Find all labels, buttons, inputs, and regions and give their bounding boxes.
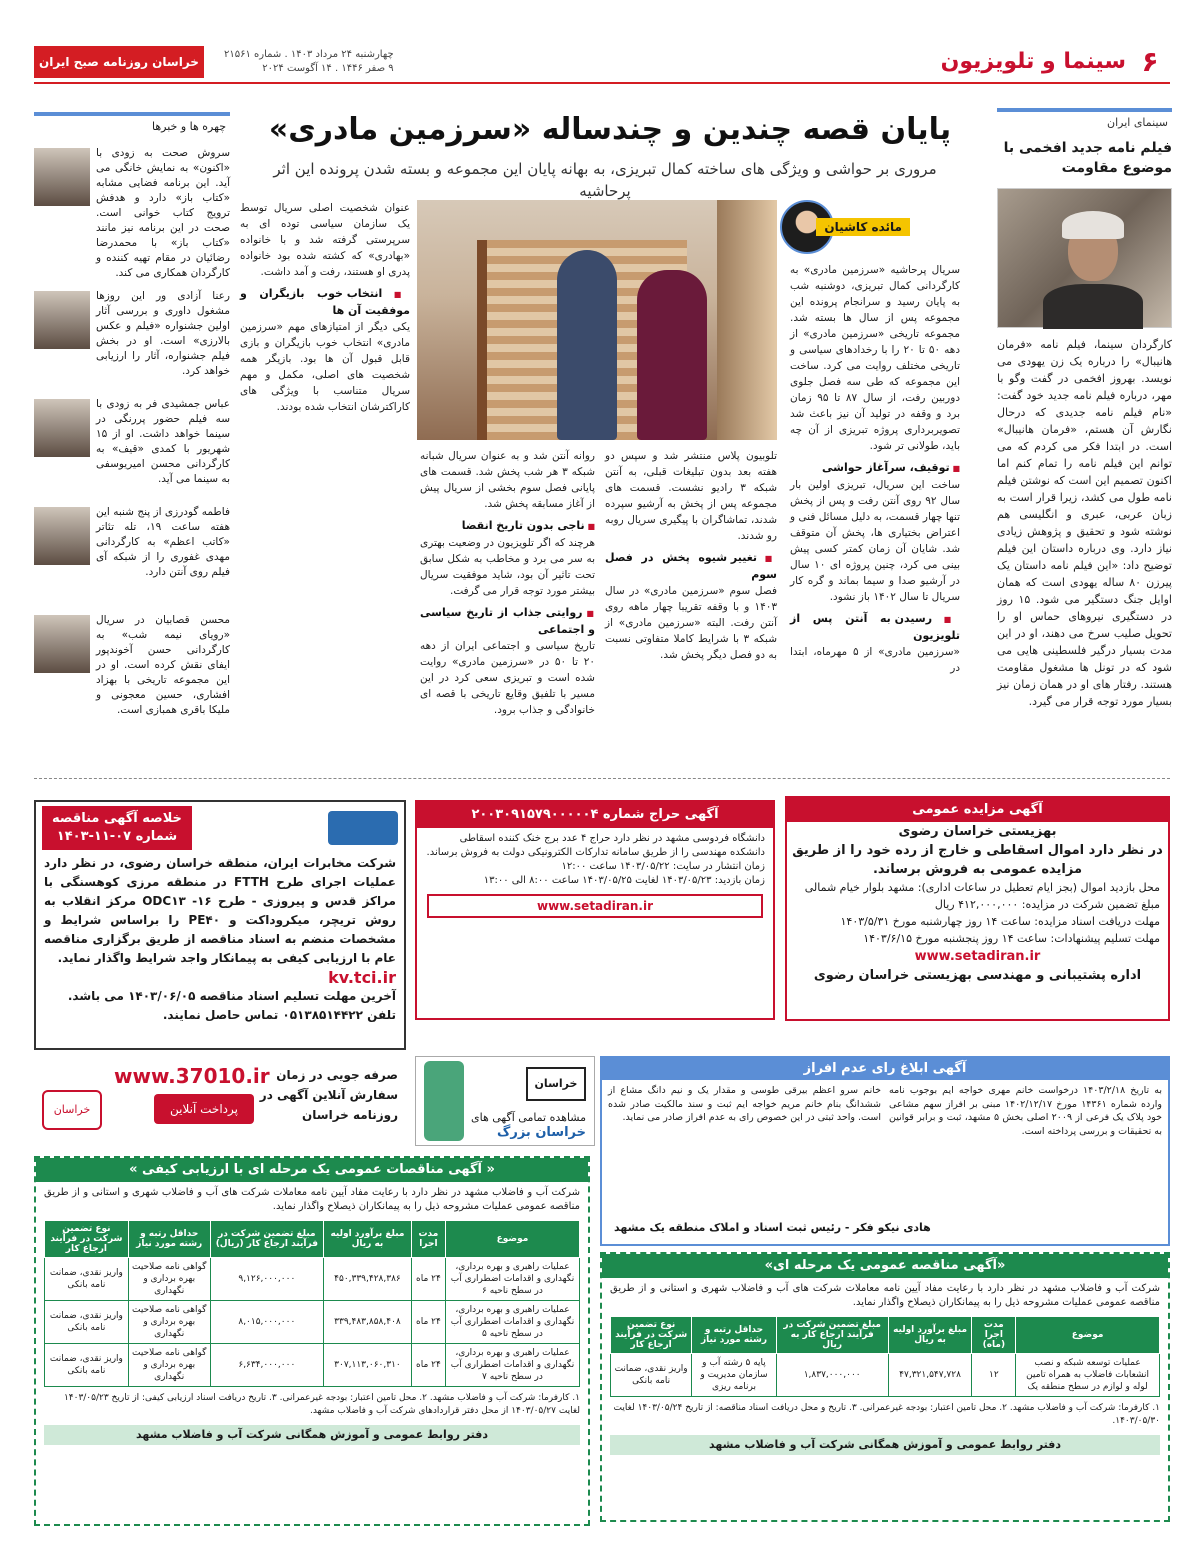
article-paragraph: تلوبیون پلاس منتشر شد و سپس دو هفته بعد بدون تبلیغات قبلی، به آنتن شبکه ۳ رادیو نشست. قسمت های مجموعه پس از پخش به آرشیو سپرده شدند، تماشاگران با پیگیری سریال روبه رو شدند. bbox=[605, 450, 778, 542]
header-divider bbox=[34, 82, 1170, 84]
ad-line: دانشگاه فردوسی مشهد در نظر دارد حراج ۴ عدد برج خنک کننده اسقاطی دانشکده مهندسی را از طریق سامانه تدارکات الکترونیکی دولت به فروش برساند. bbox=[426, 833, 765, 858]
article-subheading: ■ انتخاب خوب بازیگران و موفقیت آن ها bbox=[240, 286, 410, 319]
table-cell: عملیات توسعه شبکه و نصب انشعابات فاضلاب به همراه تامین لوله و لوازم در سطح منطقه یک bbox=[1016, 1354, 1160, 1397]
notice-text: به تاریخ ۱۴۰۳/۲/۱۸ درخواست خانم مهری خواجه ایم بوجوب نامه وارده شماره ۱۴۳۶۱ مورخ ۱۴۰۲/۱۲/۱۷ مبنی بر افراز سهم مشاعی خود پلاک یک فرعی از ۲۰۰۹ اصلی بخش ۵ مشهد، ثبت و برابر قوانین به تحقیقات و بررسی پرداخته است. bbox=[889, 1085, 1163, 1137]
table-header-row bbox=[45, 1221, 580, 1258]
water-tender-ad bbox=[34, 1156, 590, 1526]
tender-summary-box bbox=[42, 806, 192, 850]
table-header: نوع تضمین شرکت در فرآیند ارجاع کار bbox=[45, 1221, 129, 1258]
water-tender-table bbox=[44, 1220, 580, 1387]
table-cell: واریز نقدی، ضمانت نامه بانکی bbox=[45, 1301, 129, 1344]
article-paragraph: فصل سوم «سرزمین مادری» در سال ۱۴۰۳ و با وقفه تقریبا چهار ماهه روی آنتن رفت. البته «سرزمین مادری» از شبکه ۳ با شرایط کاملا متفاوتی نسبت به دو فصل دیگر پخش شد. bbox=[605, 585, 777, 661]
table-header: مبلغ تضمین شرکت در فرآیند ارجاع کار به ریال bbox=[776, 1317, 888, 1354]
water-intro: شرکت آب و فاضلاب مشهد در نظر دارد با رعایت مفاد آیین نامه معاملات شرکت های آب و فاضلاب شهری و استانی و از طریق مناقصه عمومی عملیات مشروحه ذیل را به پیمانکاران ذیصلاح واگذار نماید. bbox=[610, 1283, 1160, 1308]
news-brief-text: سروش صحت به زودی با «اکنون» به نمایش خانگی می آید. این برنامه فضایی مشابه «کتاب باز» دارد و هدفش ترویج کتاب خوانی است. صحت در این برنامه نیز مانند «کتاب باز» با محمدرضا رضائیان در مقام تهیه کننده و کارگردان همکاری می کند. bbox=[96, 147, 230, 279]
ad-title: « آگهی مناقصات عمومی یک مرحله ای با ارزیابی کیفی » bbox=[36, 1158, 588, 1182]
ads-divider bbox=[34, 778, 1170, 779]
table-header: موضوع bbox=[445, 1221, 579, 1258]
issue-date-line: چهارشنبه ۲۴ مرداد ۱۴۰۳ . شماره ۲۱۵۶۱ bbox=[224, 49, 394, 60]
table-cell: پایه ۵ رشته آب و سازمان مدیریت و برنامه ریزی bbox=[692, 1354, 776, 1397]
tender-summary-title: خلاصه آگهی مناقصه bbox=[52, 811, 182, 826]
notice-text: خانم سرو اعظم بیرقی طوسی و مقدار یک و نیم دانگ مشاع از ششدانگ بنام خانم مریم خواجه ایم ثبت و سند مالکیت صادر شده است. واحد ثبتی در این خصوص رای به عدم افراز صادر می نماید. bbox=[608, 1085, 881, 1123]
water-tender-ad bbox=[600, 1252, 1170, 1522]
article-paragraph: روانه آنتن شد و به عنوان سریال شبانه شبکه ۳ هر شب پخش شد. قسمت های پایانی فصل سوم بخشی از سریال پیش از آغاز مسابقه پخش شد. bbox=[420, 450, 596, 510]
author-badge bbox=[780, 200, 910, 260]
table-header: مدت اجرا bbox=[411, 1221, 445, 1258]
category-tag: سینمای ایران bbox=[997, 108, 1172, 134]
table-header: حداقل رتبه و رشته مورد نیاز bbox=[692, 1317, 776, 1354]
ad-title: آگهی ابلاغ رای عدم افراز bbox=[602, 1058, 1168, 1080]
article-subheading: ■ رسیدن به آنتن پس از تلویزیون bbox=[790, 611, 960, 644]
news-headline: فیلم نامه جدید افخمی با موضوع مقاومت bbox=[1003, 140, 1172, 176]
article-paragraph: تاریخ سیاسی و اجتماعی ایران از دهه ۲۰ تا ۵۰ در «سرزمین مادری» روایت شده است و تبریزی سعی کرد در این مسیر با تلفیق وقایع تاریخی با قصه ای خانوادگی و جذاب برود. bbox=[420, 640, 595, 716]
tender-phone: تلفن ۰۵۱۳۸۵۱۴۴۲۲ تماس حاصل نمایند. bbox=[162, 1008, 396, 1022]
news-brief-text: عباس جمشیدی فر به زودی با سه فیلم حضور پررنگی در سینما خواهد داشت. او از ۱۵ شهریور با کمدی «قیف» به کارگردانی محسن امیریوسفی به سینما می آید. bbox=[96, 398, 230, 485]
tender-header bbox=[36, 802, 404, 854]
table-cell: ۱,۸۳۷,۰۰۰,۰۰۰ bbox=[776, 1354, 888, 1397]
page-header bbox=[34, 44, 1170, 80]
news-brief bbox=[34, 613, 230, 718]
news-brief bbox=[34, 505, 230, 605]
tender-deadline: آخرین مهلت تسلیم اسناد مناقصه ۱۴۰۳/۰۶/۰۵ می باشد. bbox=[67, 989, 396, 1003]
table-cell: ۴۵۰,۳۳۹,۴۲۸,۳۸۶ bbox=[324, 1258, 412, 1301]
ad-lead: در نظر دارد اموال اسقاطی و خارج از رده خود را از طریق مزایده عمومی به فروش برساند. bbox=[792, 843, 1163, 877]
article-paragraph: عنوان شخصیت اصلی سریال توسط یک سازمان سیاسی توده ای به سرپرستی گرفته شد و با خانواده «بهادری» که کشته شده بود خانواده پدری او هستند، رفت و آمد داشت. bbox=[240, 202, 410, 278]
newspaper-brand: خراسان روزنامه صبح ایران bbox=[34, 46, 204, 78]
phone-icon bbox=[424, 1061, 464, 1141]
photo-actress bbox=[637, 270, 707, 440]
table-row bbox=[45, 1258, 580, 1301]
table-cell: عملیات راهبری و بهره برداری، نگهداری و اقدامات اضطراری آب در سطح ناحیه ۵ bbox=[445, 1301, 579, 1344]
table-cell: ۲۴ ماه bbox=[411, 1344, 445, 1387]
water-notes: ۱. کارفرما: شرکت آب و فاضلاب مشهد. ۲. محل تامین اعتبار: بودجه غیرعمرانی. ۳. تاریخ و محل دریافت اسناد مناقصه: از تاریخ ۱۴۰۳/۰۵/۲۴ لغایت ۱۴۰۳/۰۵/۳۰. bbox=[613, 1403, 1160, 1426]
brand-caption: مشاهده تمامی آگهی های bbox=[470, 1111, 586, 1124]
article-subtitle: مروری بر حواشی و ویژگی های ساخته کمال تبریزی، به بهانه پایان این مجموعه و بسته شدن پرونده این اثر پرحاشیه bbox=[273, 160, 937, 200]
author-name: مائده کاشیان bbox=[816, 218, 910, 236]
ad-title: آگهی حراج شماره ۲۰۰۳۰۹۱۵۷۹۰۰۰۰۰۴ bbox=[417, 802, 773, 828]
news-brief bbox=[34, 146, 230, 281]
table-cell: ۲۴ ماه bbox=[411, 1258, 445, 1301]
bid-ad bbox=[415, 800, 775, 1020]
table-cell: ۸,۰۱۵,۰۰۰,۰۰۰ bbox=[210, 1301, 323, 1344]
page-number: ۶ bbox=[1141, 45, 1159, 78]
brand-mark: خراسان bbox=[526, 1067, 586, 1101]
ad-line: زمان بازدید: ۱۴۰۳/۰۵/۲۳ لغایت ۱۴۰۳/۰۵/۲۵ ساعت ۸:۰۰ الی ۱۳:۰۰ bbox=[483, 875, 765, 886]
khorasan-logo: خراسان bbox=[42, 1090, 102, 1130]
person-photo bbox=[34, 291, 90, 349]
table-cell: واریز نقدی، ضمانت نامه بانکی bbox=[45, 1258, 129, 1301]
category-tag: چهره ها و خبرها bbox=[34, 112, 230, 138]
table-cell: ۳۳۹,۴۸۳,۸۵۸,۴۰۸ bbox=[324, 1301, 412, 1344]
table-cell: واریز نقدی، ضمانت نامه بانکی bbox=[45, 1344, 129, 1387]
news-brief bbox=[34, 289, 230, 389]
brand-ad bbox=[415, 1056, 595, 1146]
article-paragraph: هرچند که اگر تلویزیون در وضعیت بهتری به سر می برد و مخاطب به شکل سابق تحت تاثیر آن بود، شاید موفقیت سریال بیشتر مورد توجه قرار می گرفت. bbox=[420, 537, 595, 597]
article-title: پایان قصه چندین و چندساله «سرزمین مادری» bbox=[268, 112, 952, 147]
table-cell: گواهی نامه صلاحیت بهره برداری و نگهداری bbox=[128, 1344, 210, 1387]
person-photo bbox=[34, 507, 90, 565]
promo-line: روزنامه خراسان bbox=[302, 1108, 398, 1122]
water-tender-table bbox=[610, 1316, 1160, 1397]
tender-website-link[interactable]: kv.tci.ir bbox=[328, 968, 396, 987]
portrait-body bbox=[1043, 284, 1143, 329]
table-cell: ۶,۶۳۴,۰۰۰,۰۰۰ bbox=[210, 1344, 323, 1387]
photo-actor bbox=[557, 250, 617, 440]
article-subheading: ■ روایتی جذاب از تاریخ سیاسی و اجتماعی bbox=[420, 605, 595, 638]
section-title: سینما و تلویزیون bbox=[940, 49, 1126, 74]
news-body: کارگردان سینما، فیلم نامه «فرمان هانیبال» را درباره یک زن یهودی می نویسد. بهروز افخمی در گفت وگو با مهر، درباره فیلم نامه جدید خود گفت: «نام فیلم نامه جدیدی که درحال نگارش آن هستم، «فرمان هانیبال» است. در ابتدا فکر می کردم که می توانم این فیلم نامه را تمام کنم اما اکنون تصمیم این است که نوشتن فیلم نامه طول می کشد، زیرا قرار است به زبان عربی، عبری و انگلیسی هم نوشته شود و تحقیق و پژوهش زیادی نیاز دارد. وی درباره داستان این فیلم توضیح داد: «این فیلم نامه داستان یک پیرزن ۸۰ ساله یهودی است که همان اوایل جنگ دستگیر می شود. ۱۵ روز در دستگیری نیروهای حماس او را تحویل صلیب سرخ می دهند، او در این مدت بسیار درگیر فلسطینی هایی می شود که در تونل ها مشغول مقاومت هستند. رفتار های او در همان زمان نیز بسیار مورد توجه قرار می گیرد. bbox=[997, 338, 1172, 708]
news-brief-text: محسن قصابیان در سریال «رویای نیمه شب» به کارگردانی حسن آخوندپور ایفای نقش کرده است. او در این مجموعه تاریخی با بهزاد افشاری، حسین معجونی و ملیکا باقری همبازی است. bbox=[96, 614, 230, 716]
brand-caption-strong: خراسان بزرگ bbox=[497, 1125, 586, 1140]
article-paragraph: سریال پرحاشیه «سرزمین مادری» به کارگردانی کمال تبریزی، دوشنبه شب به پایان رسید و سرانجام پرونده این مجموعه پس از سال ها بسته شد. مجموعه تاریخی «سرزمین مادری» از دهه ۵۰ تا ۲۰ را با رخدادهای سیاسی و تاریخی مختلف روایت می کرد. ساخت این مجموعه که طی سه فصل جلوی دوربین رفت، از سال ۸۷ تا ۹۵ زمان برد و وقفه در تولید آن نیز باعث شد تصویربرداری پروژه تبریزی از آن چه باید، طولانی تر شود. bbox=[790, 264, 961, 452]
table-row bbox=[45, 1301, 580, 1344]
tender-number: شماره ۰۷-۱۱-۱۴۰۳ bbox=[56, 829, 178, 844]
ad-org: بهزیستی خراسان رضوی bbox=[898, 824, 1057, 839]
article-column-3 bbox=[420, 448, 595, 772]
news-brief bbox=[34, 397, 230, 497]
table-cell: گواهی نامه صلاحیت بهره برداری و نگهداری bbox=[128, 1301, 210, 1344]
article-column-4 bbox=[240, 200, 410, 772]
table-header: مدت اجرا (ماه) bbox=[972, 1317, 1016, 1354]
ad-title: آگهی مزایده عمومی bbox=[787, 798, 1168, 822]
notice-columns bbox=[602, 1080, 1168, 1142]
water-notes: ۱. کارفرما: شرکت آب و فاضلاب مشهد. ۲. محل تامین اعتبار: بودجه غیرعمرانی. ۳. تاریخ دریافت اسناد ارزیابی کیفی: از تاریخ ۱۴۰۳/۰۵/۲۳ لغایت ۱۴۰۳/۰۵/۲۷ از محل دفتر قراردادهای شرکت آب و فاضلاب مشهد. bbox=[63, 1393, 580, 1416]
person-photo bbox=[34, 615, 90, 673]
article-column-1 bbox=[790, 262, 960, 772]
promo-line: صرفه جویی در زمان bbox=[276, 1068, 398, 1082]
news-brief-text: فاطمه گودرزی از پنج شنبه این هفته ساعت ۱۹، تله تئاتر «کاتب اعظم» به کارگردانی مهدی غفوری را از شبکه آی فیلم روی آنتن دارد. bbox=[96, 506, 230, 578]
ad-line: محل بازدید اموال (بجز ایام تعطیل در ساعات اداری): مشهد بلوار خیام شمالی bbox=[804, 881, 1160, 894]
water-footer: دفتر روابط عمومی و آموزش همگانی شرکت آب و فاضلاب مشهد bbox=[44, 1425, 580, 1445]
ad-website-link[interactable]: www.setadiran.ir bbox=[914, 949, 1041, 964]
legal-notice-ad bbox=[600, 1056, 1170, 1246]
table-header-row bbox=[611, 1317, 1160, 1354]
article-subheading: ■ ناجی بدون تاریخ انقضا bbox=[420, 518, 595, 535]
portrait-hair bbox=[1062, 211, 1124, 239]
ad-line: مهلت دریافت اسناد مزایده: ساعت ۱۴ روز چهارشنبه مورخ ۱۴۰۳/۵/۳۱ bbox=[840, 915, 1160, 928]
table-cell: ۲۴ ماه bbox=[411, 1301, 445, 1344]
left-column bbox=[34, 112, 230, 772]
table-cell: عملیات راهبری و بهره برداری، نگهداری و اقدامات اضطراری آب در سطح ناحیه ۶ bbox=[445, 1258, 579, 1301]
water-footer: دفتر روابط عمومی و آموزش همگانی شرکت آب و فاضلاب مشهد bbox=[610, 1435, 1160, 1455]
director-photo bbox=[997, 188, 1172, 328]
online-order-ad bbox=[34, 1060, 406, 1140]
ad-signature: اداره پشتیبانی و مهندسی بهزیستی خراسان رضوی bbox=[813, 968, 1142, 983]
table-header: مبلغ برآورد اولیه به ریال bbox=[888, 1317, 972, 1354]
right-column bbox=[997, 108, 1172, 773]
issue-dates bbox=[224, 48, 394, 76]
table-header: مبلغ تضمین شرکت در فرآیند ارجاع کار (ریال) bbox=[210, 1221, 323, 1258]
news-brief-text: رعنا آزادی ور این روزها مشغول داوری و بررسی آثار اولین جشنواره «فیلم و عکس بالارزی» است. او در بخش فیلم جشنواره، آثار را ارزیابی خواهد کرد. bbox=[96, 290, 230, 377]
article-paragraph: ساخت این سریال، تبریزی اولین بار سال ۹۲ روی آنتن رفت و پس از پخش تنها چهار قسمت، به دلیل مسائل فنی و اعتراض بختیاری ها، پخش آن متوقف شد. شایان آن زمان کمتر کسی پیش بینی می کرد، چنین پروژه ای ۱۰ سال در آرشیو صدا و سیما بماند و گره کار سریال تا سال ۱۴۰۲ باز نشود. bbox=[790, 479, 961, 603]
article-column-2 bbox=[605, 448, 777, 772]
article-paragraph: یکی دیگر از امتیازهای مهم «سرزمین مادری» انتخاب خوب بازیگران و بازی قابل قبول آن ها بود. بازیگر همه شخصیت های اصلی، مکمل و مهم سریال متناسب با ویژگی های کاراکترشان انتخاب شده بودند. bbox=[240, 321, 410, 413]
table-cell: ۹,۱۲۶,۰۰۰,۰۰۰ bbox=[210, 1258, 323, 1301]
person-photo bbox=[34, 148, 90, 206]
tender-ad bbox=[34, 800, 406, 1050]
ad-line: مهلت تسلیم پیشنهادات: ساعت ۱۴ روز پنجشنبه مورخ ۱۴۰۳/۶/۱۵ bbox=[863, 932, 1160, 945]
auction-ad bbox=[785, 796, 1170, 1021]
series-still-photo bbox=[417, 200, 777, 440]
table-cell: گواهی نامه صلاحیت بهره برداری و نگهداری bbox=[128, 1258, 210, 1301]
photo-curtain bbox=[717, 200, 777, 440]
ad-line: مبلغ تضمین شرکت در مزایده: ۴۱۲,۰۰۰,۰۰۰ ریال bbox=[934, 898, 1160, 911]
issue-date-line: ۹ صفر ۱۴۴۶ . ۱۴ آگوست ۲۰۲۴ bbox=[262, 63, 394, 74]
table-cell: واریز نقدی، ضمانت نامه بانکی bbox=[611, 1354, 692, 1397]
ad-title: «آگهی مناقصه عمومی یک مرحله ای» bbox=[602, 1254, 1168, 1278]
article-subheading: ■ توقیف، سرآغاز حواشی bbox=[790, 460, 960, 477]
table-cell: عملیات راهبری و بهره برداری، نگهداری و اقدامات اضطراری آب در سطح ناحیه ۷ bbox=[445, 1344, 579, 1387]
order-website-link[interactable]: www.37010.ir bbox=[114, 1064, 270, 1088]
table-header: موضوع bbox=[1016, 1317, 1160, 1354]
article-subheading: ■ تغییر شیوه پخش در فصل سوم bbox=[605, 550, 777, 583]
water-intro: شرکت آب و فاضلاب مشهد در نظر دارد با رعایت مفاد آیین نامه معاملات شرکت های آب و فاضلاب شهری و استانی و از طریق مناقصه عمومی عملیات مشروحه ذیل را به پیمانکاران ذیصلاح واگذار نماید. bbox=[44, 1187, 580, 1212]
table-cell: ۳۰۷,۱۱۳,۰۶۰,۳۱۰ bbox=[324, 1344, 412, 1387]
person-photo bbox=[34, 399, 90, 457]
table-header: حداقل رتبه و رشته مورد نیاز bbox=[128, 1221, 210, 1258]
ad-website-link[interactable]: www.setadiran.ir bbox=[427, 894, 763, 918]
telecom-logo-icon bbox=[328, 811, 398, 845]
ad-line: زمان انتشار در سایت: ۱۴۰۳/۰۵/۲۲ ساعت ۱۲:۰۰ bbox=[561, 861, 765, 872]
table-row bbox=[45, 1344, 580, 1387]
notice-signature: هادی نیکو فکر - رئیس ثبت اسناد و املاک منطقه یک مشهد bbox=[614, 1221, 931, 1234]
tender-body: شرکت مخابرات ایران، منطقه خراسان رضوی، در نظر دارد عملیات اجرای طرح FTTH در منطقه مرزی کوهسنگی با مراکز قدس و پیروزی - طرح ۱۶- ODC۱۳ مرکز انقلاب به روش تریچر، میکروداکت و PE۴۰ را براساس شرایط و مشخصات منضم به اسناد مناقصه از طریق برگزاری مناقصه عام با ارزیابی کیفی به پیمانکار واجد شرایط واگذار نماید. bbox=[44, 856, 397, 965]
table-cell: ۱۲ bbox=[972, 1354, 1016, 1397]
table-header: مبلغ برآورد اولیه به ریال bbox=[324, 1221, 412, 1258]
article-paragraph: «سرزمین مادری» از ۵ مهرماه، ابتدا در bbox=[790, 646, 960, 674]
table-header: نوع تضمین شرکت در فرآیند ارجاع کار bbox=[611, 1317, 692, 1354]
table-cell: ۴۷,۳۲۱,۵۴۷,۷۲۸ bbox=[888, 1354, 972, 1397]
online-payment-button[interactable]: پرداخت آنلاین bbox=[154, 1094, 254, 1124]
table-row bbox=[611, 1354, 1160, 1397]
promo-line: سفارش آنلاین آگهی در bbox=[259, 1088, 398, 1102]
